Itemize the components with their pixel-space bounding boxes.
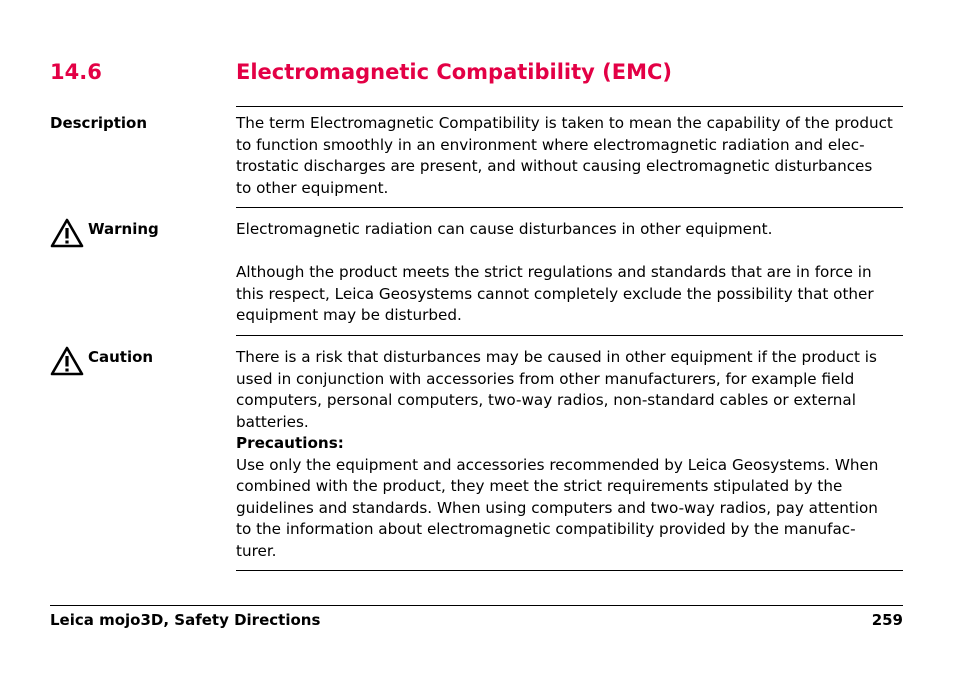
caution-label: Caution bbox=[88, 348, 154, 366]
text-line: guidelines and standards. When using computers and two-way radios, pay attention bbox=[236, 498, 878, 517]
section-title: Electromagnetic Compatibility (EMC) bbox=[236, 60, 673, 84]
text-line: to the information about electromagnetic compatibility provided by the manufac- bbox=[236, 520, 856, 538]
warning-label: Warning bbox=[88, 220, 159, 238]
text-line: to other equipment. bbox=[236, 178, 389, 197]
caution-label-group bbox=[50, 346, 153, 376]
text-line: trostatic discharges are present, and without causing electromagnetic disturbances bbox=[236, 157, 873, 175]
footer-title: Leica mojo3D, Safety Directions bbox=[50, 611, 321, 629]
text-line: Use only the equipment and accessories recommended by Leica Geosystems. When bbox=[236, 455, 879, 474]
text-line: combined with the product, they meet the strict requirements stipulated by the bbox=[236, 477, 843, 495]
text-line: equipment may be disturbed. bbox=[236, 306, 462, 324]
warning-text bbox=[236, 219, 904, 327]
text-line: used in conjunction with accessories from other manufacturers, for example field bbox=[236, 369, 855, 388]
footer-divider bbox=[50, 605, 903, 606]
description-text bbox=[236, 113, 904, 199]
description-label: Description bbox=[50, 114, 148, 132]
text-line: to function smoothly in an environment where electromagnetic radiation and elec- bbox=[236, 135, 865, 154]
divider bbox=[236, 207, 903, 208]
text-line: Although the product meets the strict regulations and standards that are in force in bbox=[236, 263, 872, 281]
warning-label-group bbox=[50, 218, 159, 248]
text-line: Electromagnetic radiation can cause disturbances in other equipment. bbox=[236, 220, 773, 238]
text-line: The term Electromagnetic Compatibility is taken to mean the capability of the product bbox=[236, 114, 893, 132]
text-line: There is a risk that disturbances may be caused in other equipment if the product is bbox=[236, 348, 877, 366]
text-line: this respect, Leica Geosystems cannot completely exclude the possibility that other bbox=[236, 284, 874, 303]
divider bbox=[236, 570, 903, 571]
precautions-heading: Precautions: bbox=[236, 434, 344, 452]
divider bbox=[236, 335, 903, 336]
text-line: batteries. bbox=[236, 412, 309, 431]
text-line: computers, personal computers, two-way radios, non-standard cables or external bbox=[236, 391, 856, 409]
caution-text bbox=[236, 347, 904, 562]
page-number: 259 bbox=[871, 611, 903, 629]
text-line: turer. bbox=[236, 541, 277, 560]
divider bbox=[236, 106, 903, 107]
warning-triangle-icon bbox=[50, 346, 84, 376]
warning-triangle-icon bbox=[50, 218, 84, 248]
section-number: 14.6 bbox=[50, 60, 102, 84]
